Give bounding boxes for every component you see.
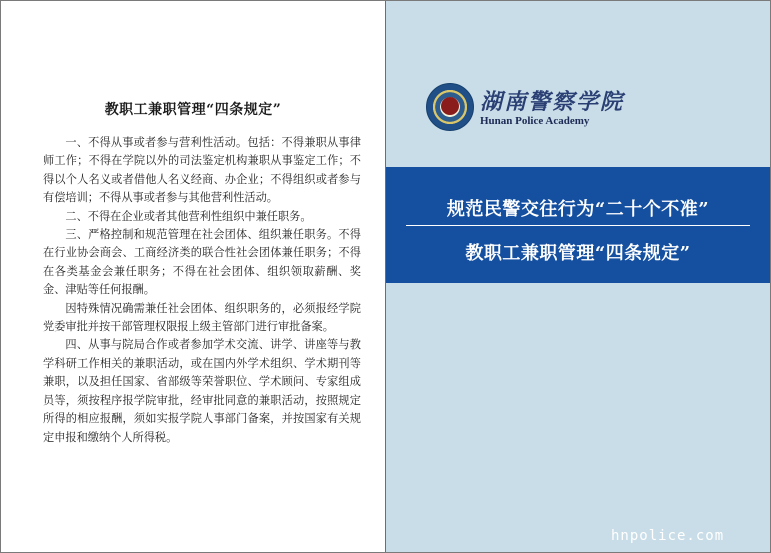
right-page-cover <box>386 1 770 552</box>
regulation-text <box>43 134 361 447</box>
paragraph-4: 因特殊情况确需兼任社会团体、组织职务的，必须报经学院党委审批并按干部管理权限报上级主管部门进行审批备案。 <box>43 301 361 334</box>
paragraph-5: 四、从事与院局合作或者参加学术交流、讲学、讲座等与教学科研工作相关的兼职活动，或在国内外学术组织、学术期刊等兼职，以及担任国家、省部级等荣誉职位、学术顾问、专家组成员等，须按程序报学院审批，经审批同意的兼职活动，按照规定所得的相应报酬，须如实报学院人事部门备案，并按国家有关规定申报和缴纳个人所得税。 <box>43 338 361 444</box>
site-watermark: hnpolice.com <box>611 528 725 544</box>
headline-provisions: 教职工兼职管理“四条规定” <box>465 243 691 264</box>
page-title: 教职工兼职管理“四条规定” <box>104 102 282 118</box>
left-page <box>1 1 385 552</box>
academy-logo <box>426 83 726 133</box>
title-band <box>386 167 770 283</box>
band-divider <box>406 225 750 226</box>
paragraph-3: 三、严格控制和规范管理在社会团体、组织兼任职务。不得在行业协会商会、工商经济类的联合性社会团体兼任职务；不得在各类基金会兼任职务；不得在社会团体、组织领取薪酬、奖金、津贴等任何报酬。 <box>43 228 361 297</box>
paragraph-1: 一、不得从事或者参与营利性活动。包括：不得兼职从事律师工作；不得在学院以外的司法鉴定机构兼职从事鉴定工作；不得以个人名义或者借他人名义经商、办企业；不得组织或者参与有偿培训；不得从事或者参与其他营利性活动。 <box>43 136 361 205</box>
headline-rules: 规范民警交往行为“二十个不准” <box>446 199 710 220</box>
logo-english-name: Hunan Police Academy <box>480 115 590 127</box>
paragraph-2: 二、不得在企业或者其他营利性组织中兼任职务。 <box>65 209 312 223</box>
logo-chinese-name: 湖南警察学院 <box>480 89 625 115</box>
academy-seal-icon <box>426 83 474 131</box>
